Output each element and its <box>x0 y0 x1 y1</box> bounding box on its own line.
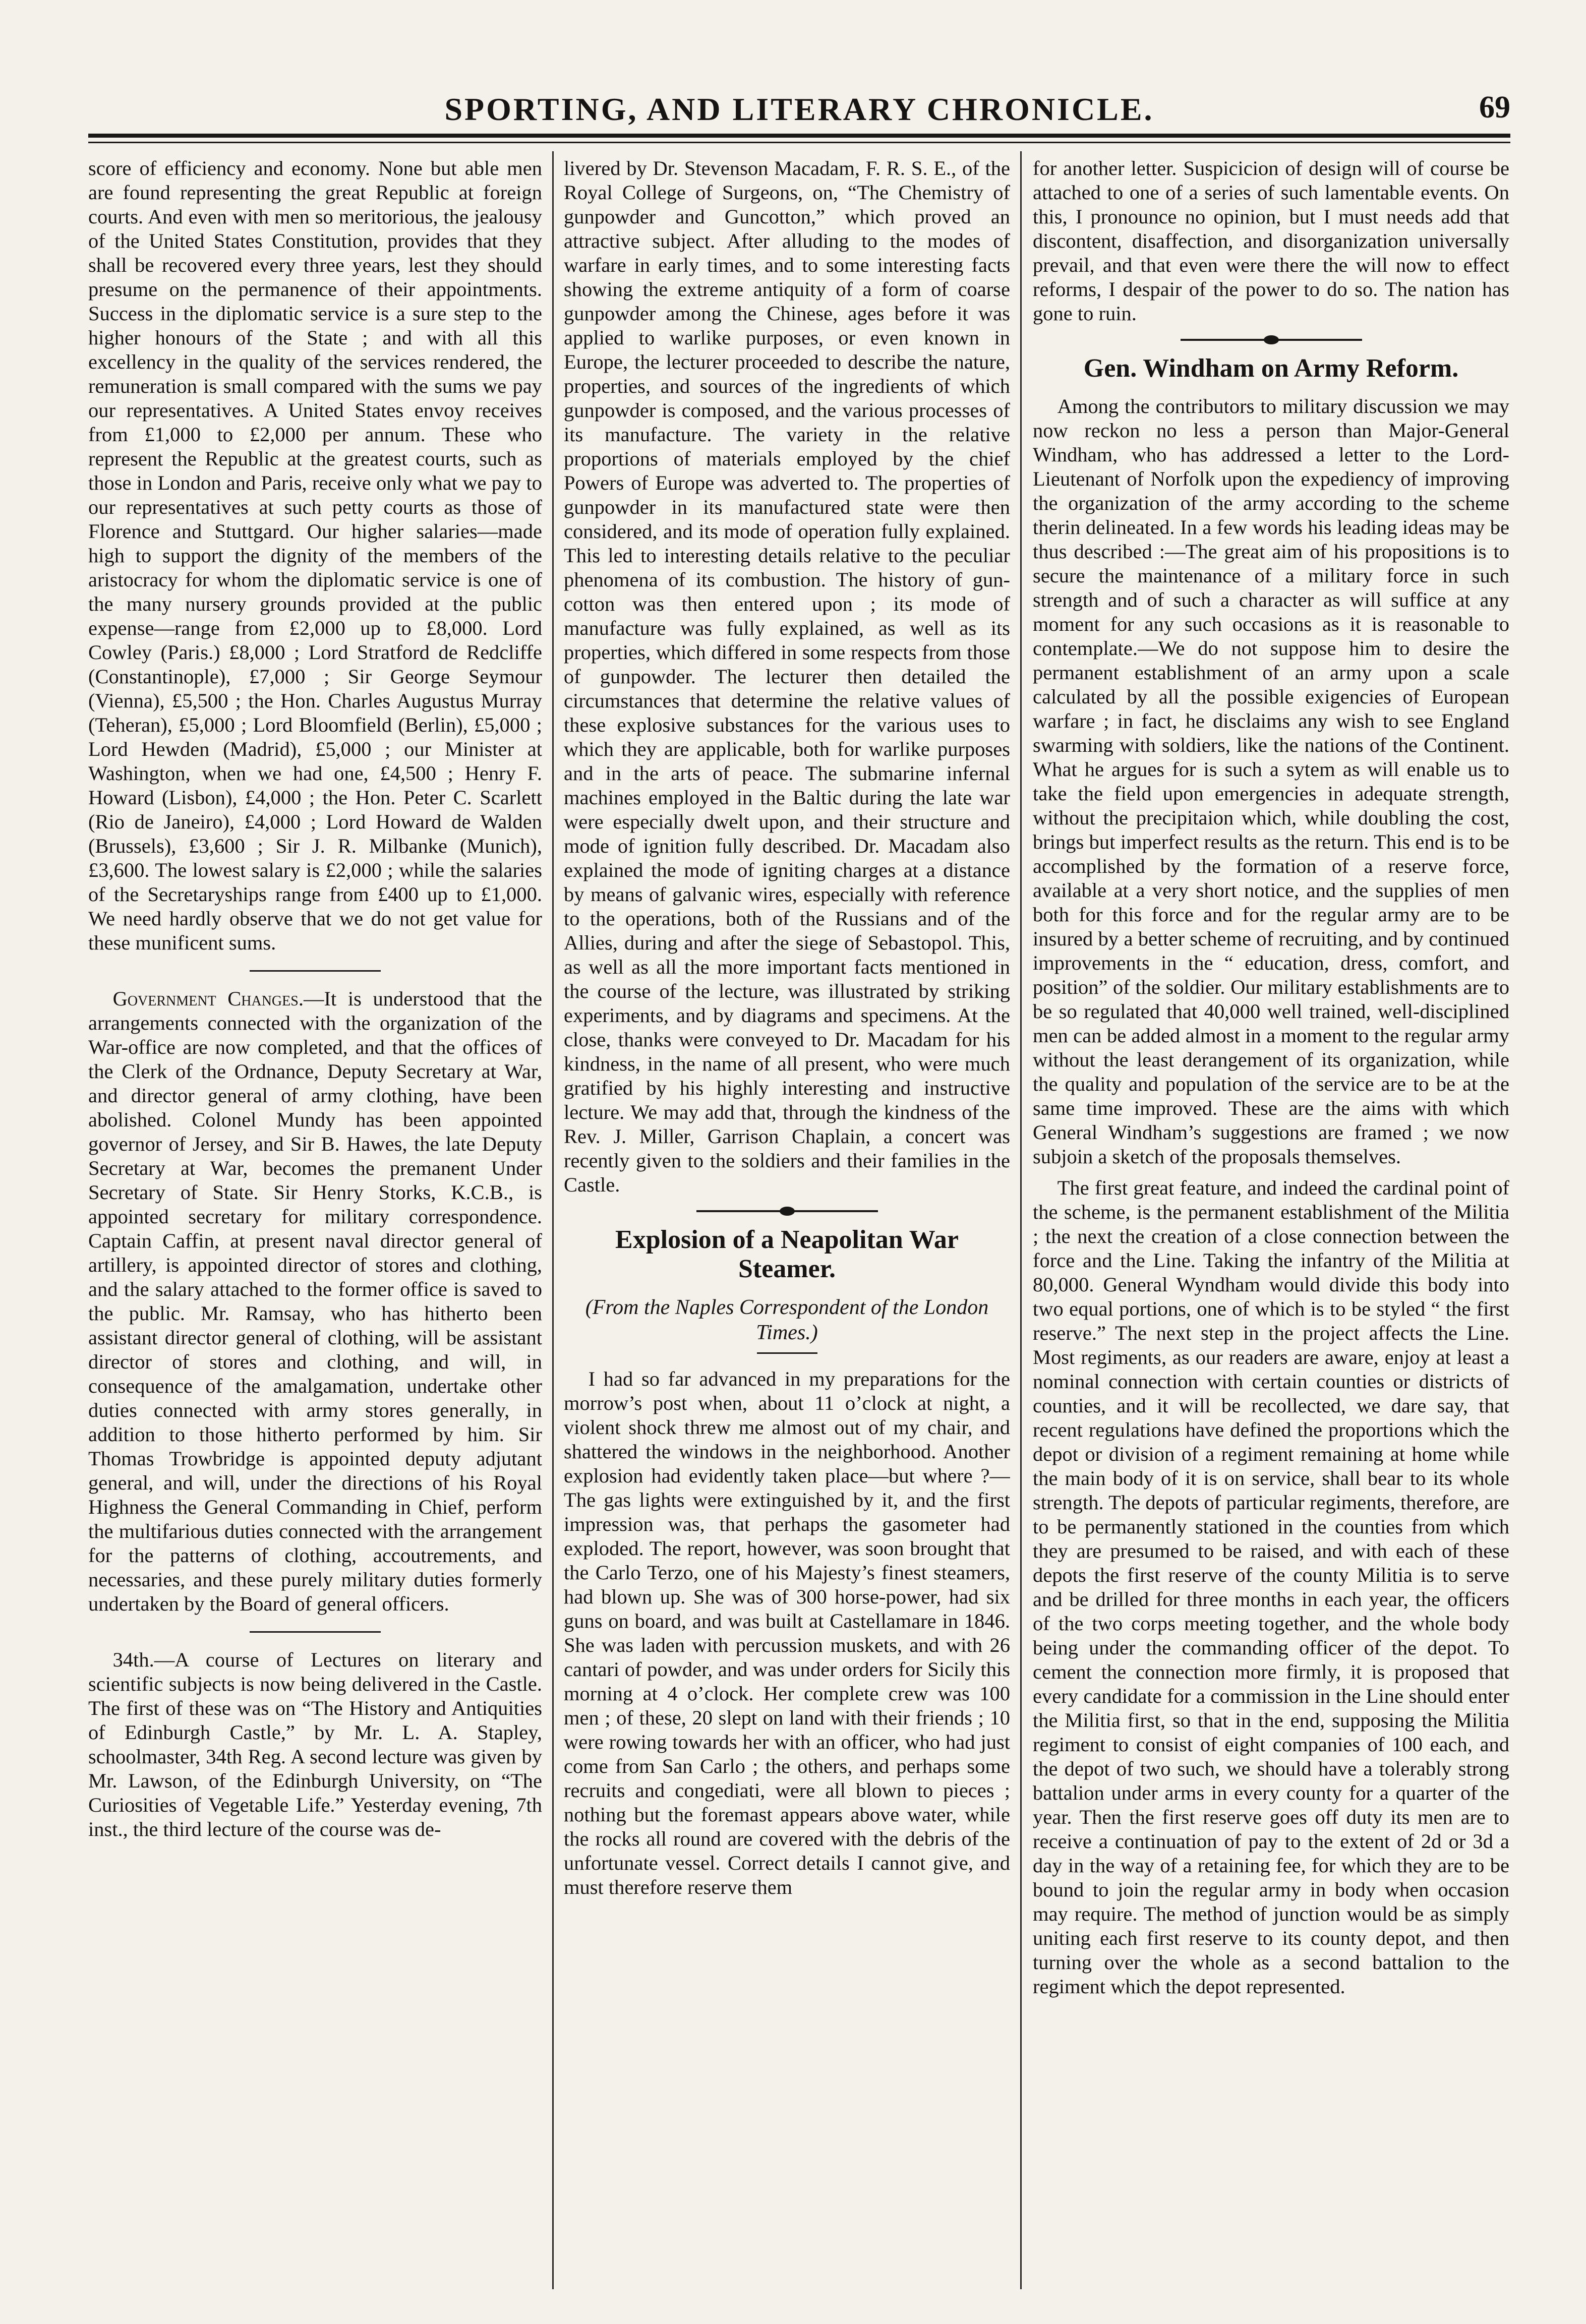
diplomatic-salaries-paragraph: score of efficiency and economy. None but able men are found representing the great Republic at foreign courts. And even with men so meritorious, the jealousy of the United States Constitution, provides that they shall be recovered every three years, lest they should presume on the permanence of their appointments. Success in the diplomatic service is a sure step to the higher honours of the State ; and with all this excellency in the quality of the services rendered, the remuneration is small compared with the sums we pay our representatives. A United States envoy receives from £1,000 to £2,000 per annum. These who represent the Republic at the greatest courts, such as those in London and Paris, receive only what we pay to our representatives at such petty courts as those of Florence and Stuttgard. Our higher salaries—made high to support the dignity of the members of the aristocracy for whom the diplomatic service is one of the many nursery grounds provided at the public expense—range from £2,000 up to £8,000. Lord Cowley (Paris.) £8,000 ; Lord Stratford de Redcliffe (Constantinople), £7,000 ; Sir George Seymour (Vienna), £5,500 ; the Hon. Charles Augustus Murray (Teheran), £5,000 ; Lord Bloomfield (Berlin), £5,000 ; Lord Hewden (Madrid), £5,000 ; our Minister at Washington, when we had one, £4,500 ; Henry F. Howard (Lisbon), £4,000 ; the Hon. Peter C. Scarlett (Rio de Janeiro), £4,000 ; Lord Howard de Walden (Brussels), £3,600 ; Sir J. R. Milbanke (Munich), £3,600. The lowest salary is £2,000 ; while the salaries of the Secretaryships range from £400 up to £1,000. We need hardly observe that we do not get value for these munificent sums. <box>88 157 542 954</box>
government-changes-text: —It is understood that the arrangements connected with the organization of the War-office are now completed, and that the offices of the Clerk of the Ordnance, Deputy Secretary at War, and director general of army clothing, have been abolished. Colonel Mundy has been appointed governor of Jersey, and Sir B. Hawes, the late Deputy Secretary at War, becomes the premanent Under Secretary of State. Sir Henry Storks, K.C.B., is appointed secretary for military correspondence. Captain Caffin, at present naval director general of artillery, is appointed director of stores and clothing, and the salary attached to the former office is saved to the public. Mr. Ramsay, who has hitherto been assistant director general of clothing, will be assistant director of stores and clothing, and will, in consequence of the amalgamation, undertake other duties connected with army stores generally, in addition to those hitherto performed by him. Sir Thomas Trowbridge is appointed deputy adjutant general, and will, under the directions of his Royal Highness the General Commanding in Chief, perform the multifarious duties connected with the arrangement for the patterns of clothing, accoutrements, and necessaries, and these purely military duties formerly undertaken by the Board of general officers. <box>88 987 542 1615</box>
government-changes-paragraph <box>88 987 542 1616</box>
running-title: SPORTING, AND LITERARY CHRONICLE. <box>444 91 1154 127</box>
section-separator <box>250 970 381 972</box>
explosion-article-source: (From the Naples Correspondent of the London Times.) <box>585 1296 989 1344</box>
ornamental-separator <box>696 1210 878 1212</box>
small-rule <box>757 1352 817 1354</box>
explosion-article-paragraph: I had so far advanced in my preparations for the morrow’s post when, about 11 o’clock at night, a violent shock threw me almost out of my chair, and shattered the windows in the neighborhood. Another explosion had evidently taken place—but where ?—The gas lights were extinguished by it, and the first impression was, that perhaps the gasometer had exploded. The report, however, was soon brought that the Carlo Terzo, one of his Majesty’s finest steamers, had blown up. She was of 300 horse-power, had six guns on board, and was built at Castellamare in 1846. She was laden with percussion muskets, and with 26 cantari of powder, and was under orders for Sicily this morning at 4 o’clock. Her complete crew was 100 men ; of these, 20 slept on land with their friends ; 10 were rowing towards her with an officer, who had just come from San Carlo ; the others, and perhaps some recruits and congediati, were all blown to pieces ; nothing but the foremast appears above water, while the rocks all round are covered with the debris of the unfortunate vessel. Correct details I cannot give, and must therefore reserve them <box>564 1367 1010 1898</box>
lectures-paragraph: 34th.—A course of Lectures on literary and scientific subjects is now being delivered in the Castle. The first of these was on “The History and Antiquities of Edinburgh Castle,” by Mr. L. A. Stapley, schoolmaster, 34th Reg. A second lecture was given by Mr. Lawson, of the Edinburgh University, on “The Curiosities of Vegetable Life.” Yesterday evening, 7th inst., the third lecture of the course was de- <box>88 1648 542 1840</box>
lecture-continuation-paragraph: livered by Dr. Stevenson Macadam, F. R. S. E., of the Royal College of Surgeons, on, “The Chemistry of gunpowder and Guncotton,” which proved an attractive subject. After alluding to the modes of warfare in early times, and to some interesting facts showing the extreme antiquity of a form of coarse gunpowder among the Chinese, ages before it was applied to warlike purposes, or even known in Europe, the lecturer proceeded to describe the nature, properties, and sources of the ingredients of which gunpowder is composed, and the various processes of its manufacture. The variety in the relative proportions of materials employed by the chief Powers of Europe was adverted to. The properties of gunpowder in its manufactured state were then considered, and its mode of operation fully explained. This led to interesting details relative to the peculiar phenomena of its combustion. The history of gun-cotton was then entered upon ; its mode of manufacture was fully explained, as well as its properties, which differed in some respects from those of gunpowder. The lecturer then detailed the circumstances that determine the relative values of these explosive substances for the various uses to which they are applicable, both for warlike purposes and in the arts of peace. The submarine infernal machines employed in the Baltic during the late war were especially dwelt upon, and their structure and mode of ignition fully described. Dr. Macadam also explained the mode of igniting charges at a distance by means of galvanic wires, especially with reference to the operations, both of the Russians and of the Allies, during and after the siege of Sebastopol. This, as well as all the more important facts mentioned in the course of the lecture, was illustrated by striking experiments, and by diagrams and specimens. At the close, thanks were conveyed to Dr. Macadam for his kindness, in the name of all present, who were much gratified by his highly interesting and instructive lecture. We may add that, through the kindness of the Rev. J. Miller, Garrison Chaplain, a concert was recently given to the soldiers and their families in the Castle. <box>564 157 1010 1196</box>
column-divider-2 <box>1020 151 1022 2289</box>
army-reform-paragraph-2: The first great feature, and indeed the cardinal point of the scheme, is the permanent establishment of the Militia ; the next the creation of a close connection between the force and the Line. Taking the infantry of the Militia at 80,000. General Wyndham would divide this body into two equal portions, one of which is to be styled “ the first reserve.” The next step in the project affects the Line. Most regiments, as our readers are aware, enjoy at least a nominal connection with certain counties or districts of counties, and it will be recollected, we dare say, that recent regulations have defined the proportions which the depot or division of a regiment remaining at home while the main body of it is on service, shall bear to its whole strength. The depots of particular regiments, therefore, are to be permanently stationed in the counties from which they are presumed to be raised, and with each of these depots the first reserve of the county Militia is to serve and be drilled for three months in each year, the officers of the two corps meeting together, and the whole body being under the commanding officer of the depot. To cement the connection more firmly, it is proposed that every candidate for a commission in the Line should enter the Militia first, so that in the end, supposing the Militia regiment to consist of eight companies of 100 each, and the depot of two such, we should have a tolerably strong battalion under arms in every county for a quarter of the year. Then the first reserve goes off duty its men are to receive a continuation of pay to the extent of 2d or 3d a day in the way of a retaining fee, for which they are to be bound to join the regular army in body when occasion may require. The method of junction would be as simply uniting each first reserve to its county depot, and then turning over the whole as a second battalion to the regiment which the depot represented. <box>1033 1176 1509 1998</box>
column-2 <box>564 156 1010 2289</box>
column-3 <box>1033 156 1509 2289</box>
page-number: 69 <box>1479 90 1510 125</box>
header-rule-thick <box>88 134 1510 138</box>
column-1 <box>88 156 542 2289</box>
explosion-continuation-paragraph: for another letter. Suspicicion of design will of course be attached to one of a series of such lamentable events. On this, I pronounce no opinion, but I must needs add that discontent, disaffection, and disorganization universally prevail, and that even were there the will now to effect reforms, I despair of the power to do so. The nation has gone to ruin. <box>1033 157 1509 325</box>
explosion-article-heading: Explosion of a Neapolitan War Steamer. <box>615 1225 959 1283</box>
header-rule-thin <box>88 142 1510 143</box>
section-separator <box>250 1631 381 1633</box>
column-divider-1 <box>552 151 554 2289</box>
government-changes-lead: Government Changes. <box>112 987 304 1010</box>
ornamental-separator <box>1181 339 1362 341</box>
army-reform-heading: Gen. Windham on Army Reform. <box>1083 354 1459 383</box>
army-reform-paragraph-1: Among the contributors to military discussion we may now reckon no less a person than Major-General Windham, who has addressed a letter to the Lord-Lieutenant of Norfolk upon the expediency of improving the organization of the army according to the scheme therin delineated. In a few words his leading ideas may be thus described :—The great aim of his propositions is to secure the maintenance of a military force in such strength and of such a character as will suffice at any moment for any such occasions as it is reasonable to contemplate.—We do not suppose him to desire the permanent establishment of an army upon a scale calculated by all the possible exigencies of European warfare ; in fact, he disclaims any wish to see England swarming with soldiers, like the nations of the Continent. What he argues for is such a sytem as will enable us to take the field upon emergencies in adequate strength, without the precipitaion which, while doubling the cost, brings but imperfect results as the return. This end is to be accomplished by the formation of a reserve force, available at a very short notice, and the supplies of men both for this force and for the regular army are to be insured by a better scheme of recruiting, and by continued improvements in the “ education, dress, comfort, and position” of the soldier. Our military establishments are to be so regulated that 40,000 well trained, well-disciplined men can be added almost in a moment to the regular army without the least derangement of its organization, while the quality and population of the service are to be at the same time improved. These are the aims with which General Windham’s suggestions are framed ; we now subjoin a sketch of the proposals themselves. <box>1033 395 1509 1168</box>
page-header <box>88 76 1510 126</box>
